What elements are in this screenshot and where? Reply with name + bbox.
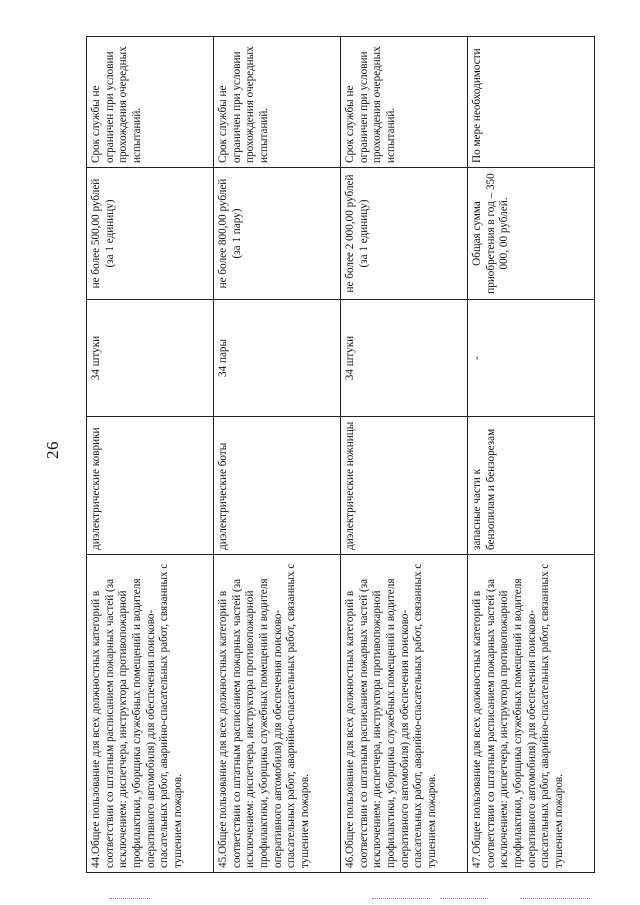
scan-artifact-line	[440, 898, 488, 899]
cell-term: Срок службы не ограничен при условии прохождения очередных испытаний.	[214, 37, 341, 168]
cell-item: диэлектрические ножницы	[341, 417, 468, 555]
page-number: 26	[43, 441, 62, 459]
scan-artifact-line	[110, 898, 150, 899]
cell-term: По мере необходимости	[468, 37, 595, 168]
cell-term: Срок службы не ограничен при условии прохождения очередных испытаний.	[87, 37, 214, 168]
cell-term: Срок службы не ограничен при условии прохождения очередных испытаний.	[341, 37, 468, 168]
cell-description: 46.Общее пользование для всех должностных категорий в соответствии со штатным расписанием пожарных частей (за исключением: диспетчера, инструктора противопожарной профилактики, уборщика служебных помещений и водителя оперативного автомобиля) для обеспечения поисково-спасательных работ, аварийно-спасательных работ, связанных с тушением пожаров.	[341, 555, 468, 873]
cell-quantity: 34 пары	[214, 300, 341, 417]
table-row	[214, 37, 341, 873]
cell-item: диэлектрические боты	[214, 417, 341, 555]
cell-description: 47.Общее пользование для всех должностных категорий в соответствии со штатным расписанием пожарных частей (за исключением: диспетчера, инструктора противопожарной профилактики, уборщика служебных помещений и водителя оперативного автомобиля) для обеспечения поисково-спасательных работ, аварийно-спасательных работ, связанных с тушением пожаров.	[468, 555, 595, 873]
cell-price: не более 800,00 рублей (за 1 пару)	[214, 168, 341, 300]
requirements-table	[86, 36, 595, 873]
cell-quantity: 34 штуки	[87, 300, 214, 417]
cell-quantity: -	[468, 300, 595, 417]
table-row	[468, 37, 595, 873]
cell-price: Общая сумма приобретения в год – 350 000, 00 рублей.	[468, 168, 595, 300]
cell-description: 44.Общее пользование для всех должностных категорий в соответствии со штатным расписанием пожарных частей (за исключением: диспетчера, инструктора противопожарной профилактики, уборщика служебных помещений и водителя оперативного автомобиля) для обеспечения поисково-спасательных работ, аварийно-спасательных работ, связанных с тушением пожаров.	[87, 555, 214, 873]
table-row	[341, 37, 468, 873]
table-row	[87, 37, 214, 873]
scan-artifact-line	[372, 898, 430, 899]
rotated-table-container	[86, 37, 594, 873]
scan-artifact-line	[520, 898, 590, 899]
cell-description: 45.Общее пользование для всех должностных категорий в соответствии со штатным расписанием пожарных частей (за исключением: диспетчера, инструктора противопожарной профилактики, уборщика служебных помещений и водителя оперативного автомобиля) для обеспечения поисково-спасательных работ, аварийно-спасательных работ, связанных с тушением пожаров.	[214, 555, 341, 873]
cell-price: не более 500,00 рублей (за 1 единицу)	[87, 168, 214, 300]
cell-item: диэлектрические коврики	[87, 417, 214, 555]
cell-price: не более 2 000,00 рублей (за 1 единицу)	[341, 168, 468, 300]
cell-item: запасные части к бензопилам и бензорезам	[468, 417, 595, 555]
cell-quantity: 34 штуки	[341, 300, 468, 417]
